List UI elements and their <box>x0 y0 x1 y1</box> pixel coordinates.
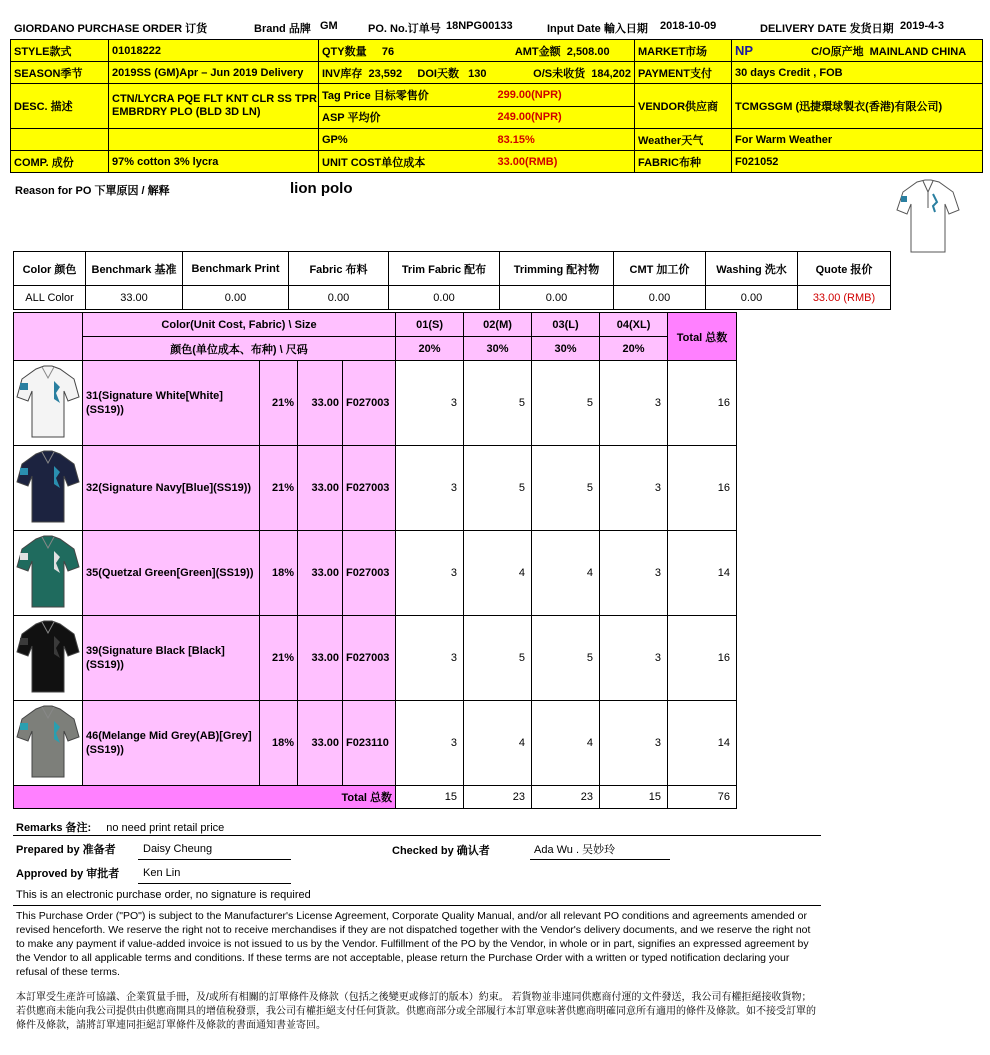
approved-value: Ken Lin <box>143 867 181 879</box>
size-qty: 3 <box>396 616 464 701</box>
product-sketch-image <box>895 176 961 260</box>
po-number-value: 18NPG00133 <box>446 20 513 32</box>
benchmark-header: Quote 报价 <box>798 252 891 286</box>
benchmark-header: Trim Fabric 配布 <box>389 252 500 286</box>
line-rows <box>14 361 737 786</box>
size-qty: 4 <box>464 531 532 616</box>
checked-line <box>530 859 670 860</box>
remarks-value: no need print retail price <box>106 822 225 834</box>
benchmark-header: CMT 加工价 <box>614 252 706 286</box>
size-qty: 4 <box>464 701 532 786</box>
line-item-row <box>14 616 737 701</box>
totals-label: Total 总数 <box>14 786 396 809</box>
polo-shirt-image <box>16 618 80 696</box>
row-total: 16 <box>668 446 737 531</box>
color-name: 35(Quetzal Green[Green](SS19)) <box>83 531 260 616</box>
amt-label: AMT金额 <box>514 45 561 58</box>
benchmark-quote-value: 33.00 (RMB) <box>798 286 891 310</box>
size-header: 02(M) <box>464 313 532 337</box>
size-qty: 5 <box>532 361 600 446</box>
size-pct: 30% <box>532 337 600 361</box>
fabric-code: F027003 <box>343 616 396 701</box>
total-cell: 23 <box>464 786 532 809</box>
product-thumbnail <box>14 446 83 531</box>
po-number-label: PO. No.订单号 <box>368 23 441 35</box>
color-name: 31(Signature White[White](SS19)) <box>83 361 260 446</box>
size-qty: 3 <box>600 616 668 701</box>
style-value: 01018222 <box>109 40 319 62</box>
size-qty: 3 <box>600 361 668 446</box>
market-label: MARKET市场 <box>635 40 732 62</box>
line-item-row <box>14 361 737 446</box>
electronic-note: This is an electronic purchase order, no signature is required <box>16 889 311 901</box>
size-qty: 3 <box>396 531 464 616</box>
color-ratio: 21% <box>260 446 298 531</box>
os-label: O/S未收货 <box>533 67 586 80</box>
fabric-code: F023110 <box>343 701 396 786</box>
weather-label: Weather天气 <box>635 129 732 151</box>
os-value: 184,202 <box>591 67 631 80</box>
row-total: 16 <box>668 361 737 446</box>
image-header <box>14 313 83 361</box>
line-item-row <box>14 446 737 531</box>
color-ratio: 21% <box>260 361 298 446</box>
brand-label: Brand 品牌 <box>254 23 311 35</box>
color-size-header-en: Color(Unit Cost, Fabric) \ Size <box>83 313 396 337</box>
desc-line-2: EMBRDRY PLO (BLD 3D LN) <box>112 106 261 118</box>
benchmark-value: 0.00 <box>500 286 614 310</box>
benchmark-header: Washing 洗水 <box>706 252 798 286</box>
benchmark-value: 0.00 <box>183 286 289 310</box>
approved-line <box>138 883 291 884</box>
unit-cost: 33.00 <box>298 446 343 531</box>
unit-cost: 33.00 <box>298 531 343 616</box>
size-qty: 5 <box>464 446 532 531</box>
size-qty: 5 <box>532 616 600 701</box>
inv-doi-cell <box>319 62 495 84</box>
size-qty: 5 <box>464 616 532 701</box>
size-qty: 5 <box>464 361 532 446</box>
payment-label: PAYMENT支付 <box>635 62 732 84</box>
size-header: 03(L) <box>532 313 600 337</box>
input-date-label: Input Date 輸入日期 <box>547 23 648 35</box>
prepared-value: Daisy Cheung <box>143 843 213 855</box>
total-cell: 15 <box>600 786 668 809</box>
fabric-value: F021052 <box>732 151 983 173</box>
reason-label: Reason for PO 下單原因 / 解释 <box>15 185 170 197</box>
row-total: 14 <box>668 531 737 616</box>
color-ratio: 18% <box>260 531 298 616</box>
color-size-header-cn: 颜色(单位成本、布种) \ 尺码 <box>83 337 396 361</box>
unit-cost-label: UNIT COST单位成本 <box>319 151 495 173</box>
co-value: MAINLAND CHINA <box>869 45 967 58</box>
po-header <box>14 20 984 36</box>
fabric-code: F027003 <box>343 531 396 616</box>
polo-shirt-image <box>16 703 80 781</box>
polo-shirt-image <box>16 448 80 526</box>
benchmark-header: Fabric 布料 <box>289 252 389 286</box>
product-thumbnail <box>14 531 83 616</box>
delivery-date-label: DELIVERY DATE 发货日期 <box>760 23 894 35</box>
size-qty: 3 <box>396 446 464 531</box>
size-header: 04(XL) <box>600 313 668 337</box>
order-lines-table <box>13 312 737 809</box>
color-name: 46(Melange Mid Grey(AB)[Grey](SS19)) <box>83 701 260 786</box>
benchmark-value: 0.00 <box>614 286 706 310</box>
prepared-label: Prepared by 准备者 <box>16 844 116 856</box>
grand-total-cell: 76 <box>668 786 737 809</box>
season-value: 2019SS (GM)Apr – Jun 2019 Delivery <box>109 62 319 84</box>
size-qty: 4 <box>532 531 600 616</box>
size-qty: 3 <box>600 701 668 786</box>
terms-english: This Purchase Order ("PO") is subject to the Manufacturer's License Agreement, Corporate Quality Manual, and/or all relevant PO conditions and agreements amended or revised henceforth. We reserve the right not to receive merchandises if they are not dispatched together with the Vendor's delivery documents, and we reserve the right not to make any payment if value-added invoice is not issued to us by the Vendor. Fulfillment of the PO by the Vendor, in whole or in part, signifies an expressed agreement by the Vendor to all applicable terms and conditions. If these terms are not acceptable, please return the Purchase Order with a written or typed notification declaring your refusal of these terms. <box>16 910 811 978</box>
benchmark-value: 0.00 <box>389 286 500 310</box>
empty-cell <box>11 129 109 151</box>
inv-value: 23,592 <box>368 67 403 80</box>
benchmark-value: 0.00 <box>289 286 389 310</box>
line-item-row <box>14 701 737 786</box>
gp-label: GP% <box>319 129 495 151</box>
total-cell: 15 <box>396 786 464 809</box>
size-qty: 3 <box>396 701 464 786</box>
remarks-label: Remarks 备注: <box>16 822 92 834</box>
unit-cost-value: 33.00(RMB) <box>495 151 635 173</box>
market-value: NP <box>735 42 754 58</box>
empty-cell <box>109 129 319 151</box>
color-ratio: 18% <box>260 701 298 786</box>
row-total: 14 <box>668 701 737 786</box>
unit-cost: 33.00 <box>298 361 343 446</box>
vendor-label: VENDOR供应商 <box>635 84 732 129</box>
qty-label: QTY数量 <box>322 45 367 58</box>
brand-value: GM <box>320 20 338 32</box>
unit-cost: 33.00 <box>298 701 343 786</box>
size-qty: 3 <box>600 531 668 616</box>
inv-label: INV库存 <box>322 67 363 80</box>
total-cell: 23 <box>532 786 600 809</box>
remarks <box>16 819 224 835</box>
style-label: STYLE款式 <box>11 40 109 62</box>
season-label: SEASON季节 <box>11 62 109 84</box>
reason-value: lion polo <box>290 180 353 197</box>
fabric-label: FABRIC布种 <box>635 151 732 173</box>
desc-cell <box>109 84 319 129</box>
doi-label: DOI天数 <box>417 67 459 80</box>
doi-value: 130 <box>468 67 487 80</box>
benchmark-value: 0.00 <box>706 286 798 310</box>
size-qty: 3 <box>600 446 668 531</box>
product-thumbnail <box>14 616 83 701</box>
product-thumbnail <box>14 701 83 786</box>
qty-value: 76 <box>381 45 395 58</box>
color-name: 32(Signature Navy[Blue](SS19)) <box>83 446 260 531</box>
prepared-line <box>138 859 291 860</box>
polo-shirt-image <box>16 363 80 441</box>
desc-label: DESC. 描述 <box>11 84 109 129</box>
benchmark-header: Benchmark Print <box>183 252 289 286</box>
checked-label: Checked by 确认者 <box>392 845 490 857</box>
desc-line-1: CTN/LYCRA PQE FLT KNT CLR SS TPR <box>112 93 317 105</box>
amt-value: 2,508.00 <box>566 45 610 58</box>
weather-value: For Warm Weather <box>732 129 983 151</box>
size-qty: 3 <box>396 361 464 446</box>
totals-row <box>14 786 737 809</box>
total-header: Total 总数 <box>668 313 737 361</box>
color-ratio: 21% <box>260 616 298 701</box>
benchmark-header: Color 颜色 <box>14 252 86 286</box>
amt-cell <box>495 40 635 62</box>
co-label: C/O原产地 <box>811 45 864 58</box>
market-cell <box>732 40 983 62</box>
size-pct: 20% <box>600 337 668 361</box>
benchmark-value: ALL Color <box>14 286 86 310</box>
benchmark-table <box>13 251 891 310</box>
fabric-code: F027003 <box>343 361 396 446</box>
po-title: GIORDANO PURCHASE ORDER 订货 <box>14 23 208 35</box>
size-pct: 20% <box>396 337 464 361</box>
payment-value: 30 days Credit , FOB <box>732 62 983 84</box>
lines-header-row-2 <box>14 337 737 361</box>
asp-label: ASP 平均价 <box>319 106 495 129</box>
product-thumbnail <box>14 361 83 446</box>
row-total: 16 <box>668 616 737 701</box>
benchmark-header: Trimming 配衬物 <box>500 252 614 286</box>
vendor-value: TCMGSGM (迅捷環球製衣(香港)有限公司) <box>732 84 983 129</box>
lines-header-row-1 <box>14 313 737 337</box>
size-header: 01(S) <box>396 313 464 337</box>
delivery-date-value: 2019-4-3 <box>900 20 945 32</box>
benchmark-header: Benchmark 基准 <box>86 252 183 286</box>
size-pct: 30% <box>464 337 532 361</box>
divider <box>13 835 821 836</box>
qty-cell <box>319 40 495 62</box>
benchmark-header-row <box>14 252 891 286</box>
comp-value: 97% cotton 3% lycra <box>109 151 319 173</box>
size-qty: 5 <box>532 446 600 531</box>
fabric-code: F027003 <box>343 446 396 531</box>
po-info-table <box>10 39 983 173</box>
benchmark-value: 33.00 <box>86 286 183 310</box>
tag-price-value: 299.00(NPR) <box>495 84 635 107</box>
checked-value: Ada Wu . 吴妙玲 <box>534 844 616 856</box>
benchmark-value-row <box>14 286 891 310</box>
color-name: 39(Signature Black [Black](SS19)) <box>83 616 260 701</box>
unit-cost: 33.00 <box>298 616 343 701</box>
input-date-value: 2018-10-09 <box>660 20 717 32</box>
polo-shirt-image <box>16 533 80 611</box>
line-item-row <box>14 531 737 616</box>
terms-chinese: 本訂單受生產許可協議、企業質量手冊，及/或所有相關的訂單條件及條款（包括之後變更或修訂的版本）約束。 若貨物並非連同供應商付運的文件發送，我公司有權拒絕接收貨物；若供應商未能向我公司提供由供應商開具的增值稅發票，我公司有權拒絕支付任何貨款。供應商部分或全部履行本訂單意味著供應商明確同意所有適用的條件及條款。如不接受訂單的條件及條款，請將訂單連同拒絕訂單條件及條款的書面通知書並寄回。 <box>16 992 816 1031</box>
comp-label: COMP. 成份 <box>11 151 109 173</box>
divider <box>13 905 821 906</box>
asp-value: 249.00(NPR) <box>495 106 635 129</box>
gp-value: 83.15% <box>495 129 635 151</box>
size-qty: 4 <box>532 701 600 786</box>
tag-price-label: Tag Price 目标零售价 <box>319 84 495 107</box>
os-cell <box>495 62 635 84</box>
approved-label: Approved by 审批者 <box>16 868 120 880</box>
